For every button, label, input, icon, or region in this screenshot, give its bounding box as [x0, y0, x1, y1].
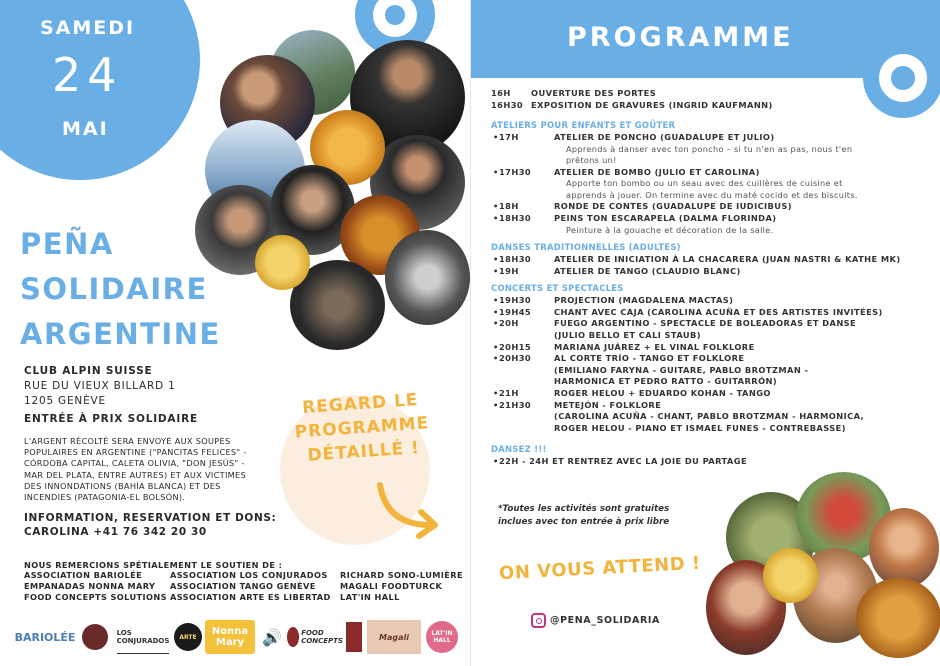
schedule-desc: PROJECTION (MAGDALENA MACTAS)	[554, 295, 734, 306]
logo-tango-geneve	[77, 620, 113, 654]
schedule-row: • 22H - 24H ET RENTREZ AVEC LA JOIE DU PARTAGE	[493, 456, 748, 467]
schedule-desc: RONDE DE CONTES (GUADALUPE DE IUDICIBUS)	[554, 201, 792, 212]
schedule-continuation: (CAROLINA ACUÑA - CHANT, PABLO BROTZMAN - HARMONICA,	[554, 411, 865, 422]
contact-phone: CAROLINA +41 76 342 20 30	[24, 526, 207, 538]
funds-line: DES INNONDATIONS (BAHÍA BLANCA) ET DES	[24, 480, 221, 491]
schedule-desc: CHANT AVEC CAJA (CAROLINA ACUÑA ET DES ARTISTES INVITÉES)	[554, 306, 883, 317]
sponsor-name: ASSOCIATION BARIOLÉE	[24, 570, 143, 580]
programme-list	[491, 88, 901, 468]
schedule-note: apprends à jouer. On termine avec du maté cocido et des biscuits.	[566, 189, 858, 200]
see-you-text: ON VOUS ATTEND !	[498, 552, 702, 585]
schedule-continuation: (EMILIANO FARYNA - GUITARE, PABLO BROTZMAN -	[554, 364, 809, 375]
funds-line: INCENDIES (PATAGONIA-EL BOLSÓN).	[24, 492, 186, 503]
schedule-row: • 21H30 METEJÓN - FOLKLORE	[493, 399, 662, 410]
funds-line: L'ARGENT RÉCOLTÉ SERA ENVOYÉ AUX SOUPES	[24, 436, 231, 446]
title-line-3: ARGENTINE	[20, 317, 221, 351]
logo-magali: Magali	[367, 620, 421, 654]
venue-address	[24, 364, 176, 409]
callout-text	[285, 387, 440, 469]
schedule-desc: OUVERTURE DES PORTES	[531, 88, 657, 98]
see-programme-callout	[275, 380, 450, 560]
schedule-time: 20H30	[499, 353, 532, 364]
schedule-row: • 19H45 CHANT AVEC CAJA (CAROLINA ACUÑA ET DES ARTISTES INVITÉES)	[493, 306, 883, 317]
photo-biscuits	[255, 235, 310, 290]
schedule-continuation: ROGER HELOU - PIANO ET ISMAEL FUNES - CONTREBASSE)	[554, 422, 846, 433]
schedule-desc: EXPOSITION DE GRAVURES (INGRID KAUFMANN)	[531, 99, 773, 110]
schedule-desc: AL CORTE TRÍO - TANGO ET FOLKLORE	[554, 353, 745, 364]
callout-line: REGARD LE	[301, 390, 420, 419]
schedule-time: 16H	[491, 88, 511, 98]
schedule-desc: - 24H ET RENTREZ AVEC LA JOIE DU PARTAGE	[522, 456, 748, 467]
entry-price: ENTRÉE À PRIX SOLIDAIRE	[24, 413, 198, 425]
free-note-line: *Toutes les activités sont gratuites	[498, 504, 670, 514]
logo-arte-text: ARTE	[174, 623, 202, 651]
section-heading-dansez: DANSEZ !!!	[491, 444, 547, 455]
sponsor-name: ASSOCIATION ARTE ES LIBERTAD	[170, 592, 331, 602]
schedule-desc: METEJÓN - FOLKLORE	[554, 399, 662, 410]
schedule-desc: ATELIER DE PONCHO (GUADALUPE ET JULIO)	[554, 132, 775, 143]
sponsor-name: LAT'IN HALL	[340, 592, 400, 602]
schedule-time: 19H45	[499, 306, 532, 317]
venue-name: CLUB ALPIN SUISSE	[24, 365, 153, 377]
arrow-right-icon	[375, 480, 445, 540]
logo-bottle	[345, 620, 363, 654]
logo-nonna-mary: Nonna Mary	[205, 620, 255, 654]
venue-city: 1205 GENÈVE	[24, 395, 106, 407]
schedule-desc: ATELIER DE TANGO (CLAUDIO BLANC)	[554, 265, 741, 276]
schedule-desc: ATELIER DE BOMBO (JULIO ET CAROLINA)	[554, 166, 760, 177]
schedule-row: • 19H30 PROJECTION (MAGDALENA MACTAS)	[493, 295, 734, 306]
schedule-desc: MARIANA JUÁREZ + EL VINAL FOLKLORE	[554, 341, 755, 352]
free-activities-note	[498, 503, 669, 529]
section-heading-concerts: CONCERTS ET SPECTACLES	[491, 283, 624, 294]
schedule-desc: PEINS TON ESCARAPELA (DALMA FLORINDA)	[554, 212, 777, 223]
instagram-icon	[531, 613, 546, 628]
funds-line: MAR DEL PLATA, ENTRE AUTRES) ET AUX VICTIMES	[24, 469, 246, 480]
schedule-note: prêtons un!	[566, 155, 617, 166]
title-line-2: SOLIDAIRE	[20, 272, 208, 306]
callout-line: DÉTAILLÉ !	[306, 438, 421, 466]
schedule-note: Peinture à la gouache et décoration de la salle.	[566, 224, 774, 235]
schedule-continuation: (JULIO BELLO ET CALI STAUB)	[554, 330, 701, 341]
logo-food-concepts	[287, 620, 343, 654]
photo-stage	[385, 230, 470, 325]
schedule-desc: ATELIER DE INICIATION À LA CHACARERA (JUAN NASTRI & KATHE MK)	[554, 254, 901, 265]
free-note-line: inclues avec ton entrée à prix libre	[498, 517, 670, 527]
sponsor-name: EMPANADAS NONNA MARY	[24, 581, 156, 591]
schedule-time: 22H	[499, 456, 519, 467]
schedule-row: • 20H15 MARIANA JUÁREZ + EL VINAL FOLKLORE	[493, 341, 755, 352]
section-heading-danses: DANSES TRADITIONNELLES (ADULTES)	[491, 242, 681, 253]
schedule-row: • 20H30 AL CORTE TRÍO - TANGO ET FOLKLORE	[493, 353, 745, 364]
schedule-desc: ROGER HELOU + EDUARDO KOHAN - TANGO	[554, 388, 771, 398]
date-weekday: SAMEDI	[40, 17, 136, 39]
logo-food-text: FOOD CONCEPTS	[301, 629, 343, 645]
programme-title: PROGRAMME	[567, 22, 794, 53]
thanks-column-2	[170, 570, 331, 603]
logo-latin-text: LAT'IN HALL	[426, 621, 458, 653]
schedule-row: • 19H ATELIER DE TANGO (CLAUDIO BLANC)	[493, 265, 741, 276]
date-month: MAI	[62, 118, 109, 140]
schedule-time: 17H	[499, 132, 519, 143]
instagram-handle[interactable]	[531, 613, 660, 628]
photo-biscuits-right	[763, 548, 818, 603]
schedule-row	[491, 100, 891, 112]
sponsor-name: MAGALI FOODTURCK	[340, 581, 443, 591]
funds-line: POPULAIRES EN ARGENTINE ("PANCITAS FELICES" -	[24, 447, 247, 458]
sponsor-name: ASSOCIATION TANGO GENÈVE	[170, 581, 316, 591]
schedule-note: Apprends à danser avec ton poncho – si tu n'en as pas, nous t'en	[566, 143, 853, 154]
event-title	[20, 222, 221, 357]
sponsor-name: RICHARD SONO-LUMIÈRE	[340, 570, 463, 580]
schedule-time: 17H30	[499, 166, 532, 177]
logo-latin-hall	[425, 620, 459, 654]
logo-los-conjurados: LOS CONJURADOS	[117, 620, 169, 654]
right-page	[470, 0, 940, 666]
schedule-row: • 20H FUEGO ARGENTINO - SPECTACLE DE BOLEADORAS ET DANSE	[493, 318, 857, 329]
schedule-time: 20H15	[499, 341, 532, 352]
title-line-1: PEÑA	[20, 227, 114, 261]
contact-heading: INFORMATION, RESERVATION ET DONS:	[24, 512, 277, 524]
sponsor-name: FOOD CONCEPTS SOLUTIONS	[24, 592, 167, 602]
schedule-row: • 17H ATELIER DE PONCHO (GUADALUPE ET JULIO)	[493, 132, 775, 143]
photo-woman-portrait	[869, 508, 939, 588]
thanks-heading: NOUS REMERCIONS SPÉTIALEMENT LE SOUTIEN DE :	[24, 560, 283, 570]
schedule-row	[491, 88, 891, 100]
schedule-desc: FUEGO ARGENTINO - SPECTACLE DE BOLEADORAS ET DANSE	[554, 318, 857, 329]
schedule-row: • 18H30 ATELIER DE INICIATION À LA CHACARERA (JUAN NASTRI & KATHE MK)	[493, 254, 901, 265]
schedule-time: 19H	[499, 265, 519, 276]
schedule-note: Apporte ton bombo ou un seau avec des cuillères de cuisine et	[566, 178, 843, 189]
logo-arte-es-libertad	[173, 620, 203, 654]
venue-street: RUE DU VIEUX BILLARD 1	[24, 380, 176, 392]
section-heading-ateliers: ATELIERS POUR ENFANTS ET GOÛTER	[491, 120, 676, 131]
funds-description	[24, 436, 279, 503]
instagram-text: @PENA_SOLIDARIA	[550, 615, 660, 626]
schedule-time: 19H30	[499, 295, 532, 306]
schedule-time: 18H	[499, 201, 519, 212]
contact-info	[24, 511, 276, 539]
schedule-row: • 17H30 ATELIER DE BOMBO (JULIO ET CAROLINA)	[493, 166, 760, 177]
funds-line: CÓRDOBA CAPITAL, CALETA OLIVIA, "DON JESÚS" -	[24, 458, 245, 469]
schedule-time: 20H	[499, 318, 519, 329]
schedule-time: 16H30	[491, 99, 524, 110]
schedule-continuation: HARMONICA ET PEDRO RATTO - GUITARRÓN)	[554, 376, 778, 387]
schedule-time: 18H30	[499, 212, 532, 223]
photo-empanadas-right	[856, 578, 940, 658]
speaker-icon: 🔊	[262, 627, 282, 647]
schedule-time: 21H	[499, 388, 519, 398]
logo-bariolee: BARIOLÉE	[14, 630, 76, 644]
schedule-row: • 18H30 PEINS TON ESCARAPELA (DALMA FLORINDA)	[493, 212, 777, 223]
schedule-row: • 21H ROGER HELOU + EDUARDO KOHAN - TANGO	[493, 388, 771, 398]
schedule-time: 18H30	[499, 254, 532, 265]
sponsor-logos	[15, 620, 465, 656]
schedule-row: • 18H RONDE DE CONTES (GUADALUPE DE IUDICIBUS)	[493, 201, 792, 212]
date-day: 24	[52, 48, 123, 102]
schedule-time: 21H30	[499, 399, 532, 410]
thanks-column-1	[24, 570, 167, 603]
sponsor-name: ASSOCIATION LOS CONJURADOS	[170, 570, 328, 580]
thanks-column-3	[340, 570, 463, 603]
callout-line: PROGRAMME	[294, 413, 430, 443]
